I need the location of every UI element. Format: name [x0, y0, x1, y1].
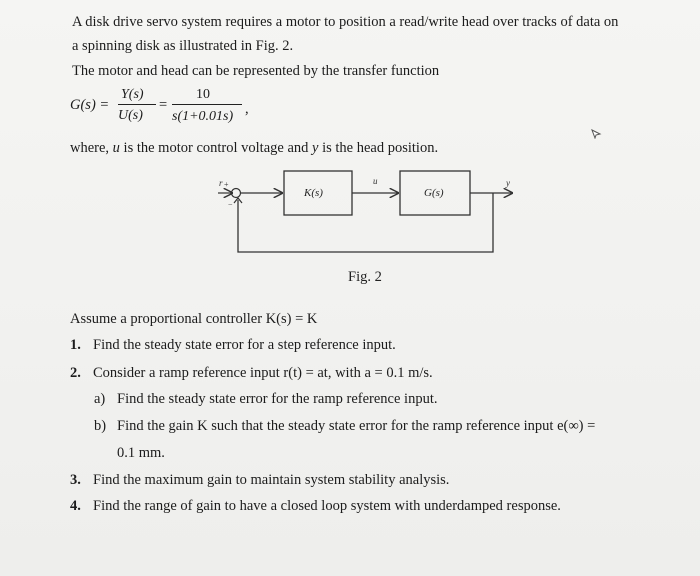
tf-lhs: G(s) =	[70, 97, 110, 113]
question-3-text: Find the maximum gain to maintain system stability analysis.	[93, 472, 450, 488]
tf-equals: =	[159, 97, 168, 113]
tf-comma: ,	[245, 101, 249, 117]
summing-minus-sign: −	[228, 200, 233, 209]
controller-label: K(s)	[304, 187, 323, 199]
mouse-cursor-icon	[591, 129, 603, 139]
question-1-number: 1.	[70, 337, 81, 353]
question-4-number: 4.	[70, 498, 81, 514]
summing-plus-sign: +	[224, 180, 229, 189]
subquestion-b-label: b)	[94, 418, 107, 434]
subquestion-a-text: Find the steady state error for the ramp reference input.	[117, 391, 438, 407]
tf-ratio-numerator: Y(s)	[121, 87, 144, 102]
where-y-symbol: y	[312, 140, 319, 156]
intro-line-3: The motor and head can be represented by the transfer function	[72, 63, 440, 79]
subquestion-b-continuation: 0.1 mm.	[117, 445, 165, 461]
tf-numerator: 10	[196, 87, 210, 102]
question-1-text: Find the steady state error for a step reference input.	[93, 337, 396, 353]
where-u-symbol: u	[112, 140, 120, 156]
feedback-path	[238, 193, 493, 252]
question-3-number: 3.	[70, 472, 81, 488]
plant-label: G(s)	[424, 187, 444, 199]
figure-caption: Fig. 2	[348, 269, 382, 285]
output-label: y	[506, 178, 510, 188]
tf-ratio-denominator: U(s)	[118, 108, 143, 123]
tf-denominator: s(1+0.01s)	[172, 109, 234, 124]
question-2-text: Consider a ramp reference input r(t) = at, with a = 0.1 m/s.	[93, 365, 433, 381]
question-4-text: Find the range of gain to have a closed loop system with underdamped response.	[93, 498, 561, 514]
subquestion-b-text: Find the gain K such that the steady state error for the ramp reference input e(∞) =	[117, 418, 596, 434]
intro-line-2: a spinning disk as illustrated in Fig. 2.	[72, 38, 294, 54]
control-signal-label: u	[373, 176, 378, 186]
summing-junction	[232, 189, 241, 198]
assume-line: Assume a proportional controller K(s) = K	[70, 311, 318, 327]
intro-line-1: A disk drive servo system requires a motor to position a read/write head over tracks of data on	[72, 14, 619, 30]
where-post: is the head position.	[318, 140, 439, 156]
question-2-number: 2.	[70, 365, 81, 381]
subquestion-a-label: a)	[94, 391, 106, 407]
input-label: r	[219, 178, 223, 188]
where-pre: where,	[70, 140, 113, 156]
where-mid: is the motor control voltage and	[119, 140, 313, 156]
